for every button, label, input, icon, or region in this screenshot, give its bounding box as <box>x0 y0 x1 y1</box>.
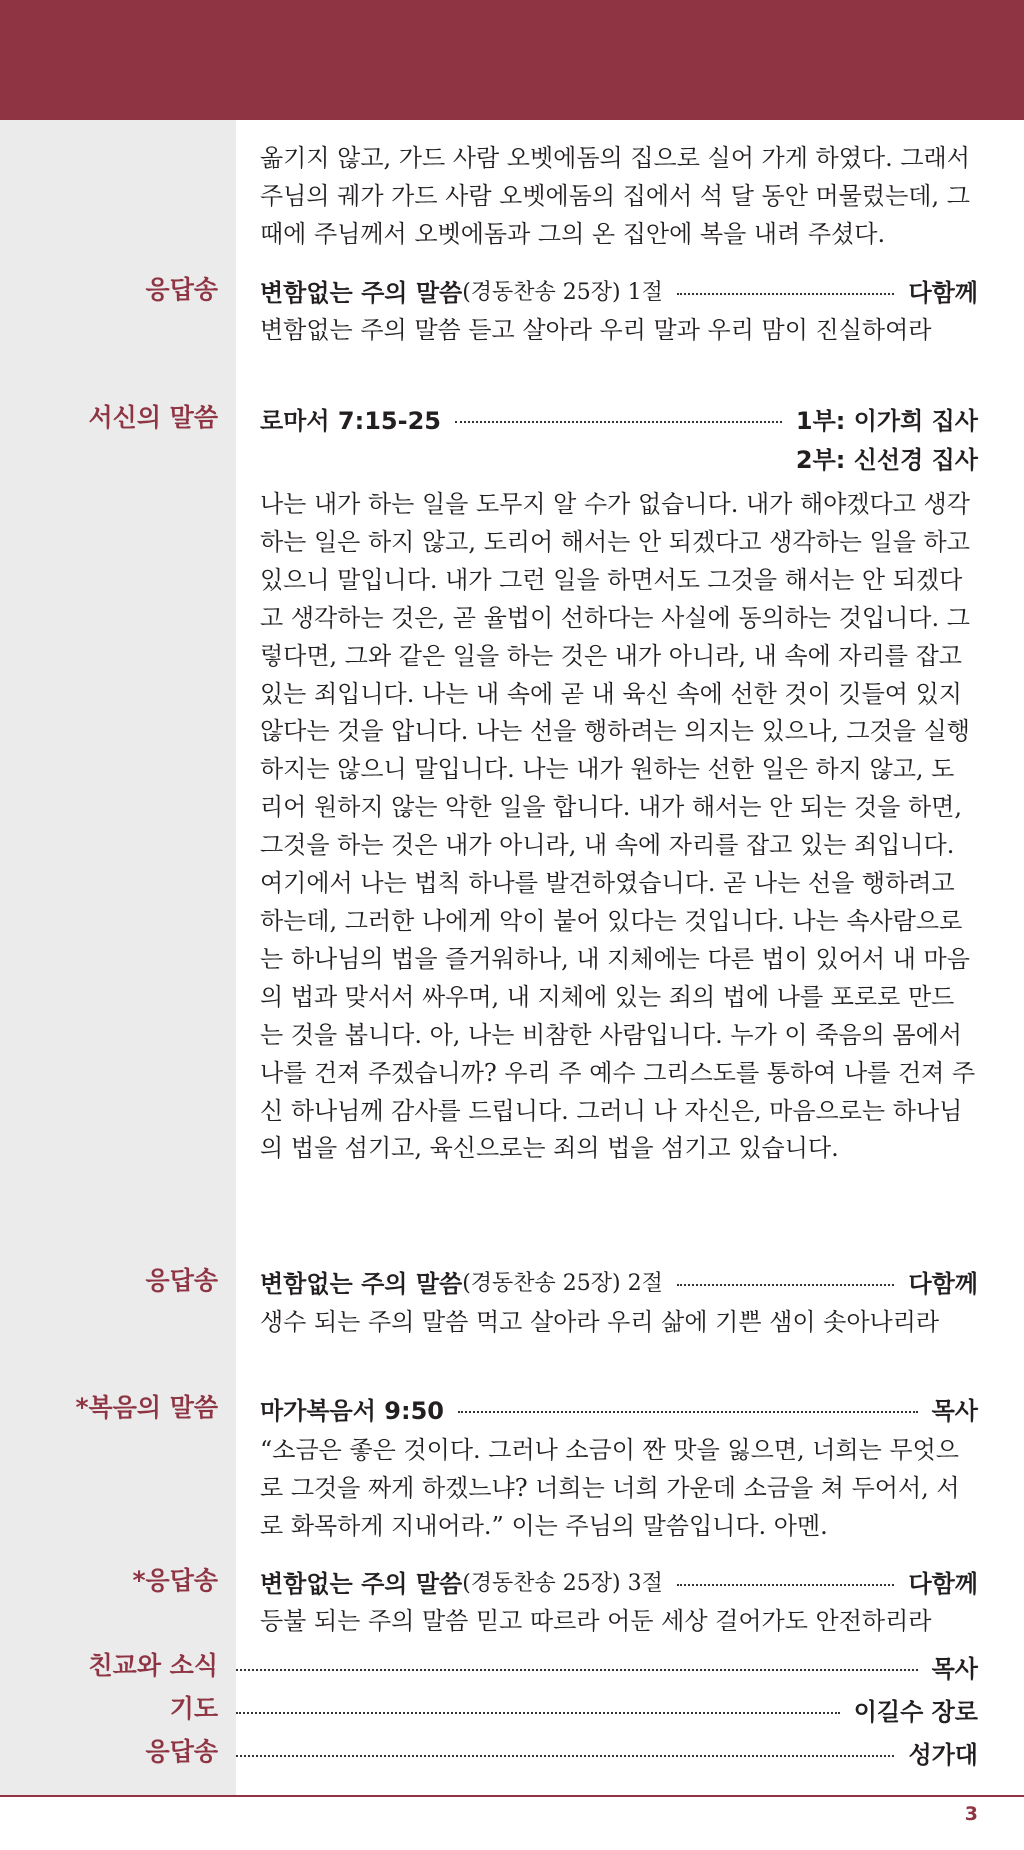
leader-dots <box>455 421 782 423</box>
text-line: 는 것을 봅니다. 아, 나는 비참한 사람입니다. 누가 이 죽음의 몸에서 <box>260 1020 962 1049</box>
leader-dots <box>236 1712 840 1714</box>
text-line: 나를 건져 주겠습니까? 우리 주 예수 그리스도를 통하여 나를 건져 주 <box>260 1058 976 1087</box>
leader-dots <box>677 1584 895 1586</box>
gospel-row <box>260 1390 978 1426</box>
response3-detail: (경동찬송 25장) 3절 <box>462 1570 663 1596</box>
text-line: 로 그것을 짜게 하겠느냐? 너희는 너희 가운데 소금을 쳐 두어서, 서 <box>260 1473 960 1502</box>
gospel-paragraph <box>260 1432 978 1546</box>
text-line: 하는 일은 하지 않고, 도리어 해서는 안 되겠다고 생각하는 일을 하고 <box>260 527 970 556</box>
fellowship-label: 친교와 소식 <box>88 1651 218 1680</box>
response4-row <box>236 1734 978 1770</box>
gospel-title: 마가복음서 9:50 <box>260 1396 444 1425</box>
response3-label: *응답송 <box>132 1566 218 1595</box>
text-line: 하는데, 그러한 나에게 악이 붙어 있다는 것입니다. 나는 속사람으로 <box>260 906 963 935</box>
prayer-label: 기도 <box>169 1694 218 1723</box>
epistle-title: 로마서 7:15-25 <box>260 406 441 435</box>
text-line: 그것을 하는 것은 내가 아니라, 내 속에 자리를 잡고 있는 죄입니다. <box>260 831 955 860</box>
text-line: 하지는 않으니 말입니다. 나는 내가 원하는 선한 일은 하지 않고, 도 <box>260 755 955 784</box>
leader-dots <box>236 1669 918 1671</box>
text-line: 때에 주님께서 오벳에돔과 그의 온 집안에 복을 내려 주셨다. <box>260 219 886 248</box>
prayer-row <box>236 1691 978 1727</box>
text-line: 있는 죄입니다. 나는 내 속에 곧 내 육신 속에 선한 것이 깃들여 있지 <box>260 679 962 708</box>
epistle-row <box>260 400 978 436</box>
response3-row <box>260 1563 978 1599</box>
response1-title: 변함없는 주의 말씀 <box>260 278 463 307</box>
text-line: 여기에서 나는 법칙 하나를 발견하였습니다. 곧 나는 선을 행하려고 <box>260 869 955 898</box>
text-line: 주님의 궤가 가드 사람 오벳에돔의 집에서 석 달 동안 머물렀는데, 그 <box>260 181 970 210</box>
response1-who: 다함께 <box>908 278 978 307</box>
page-number: 3 <box>964 1803 978 1825</box>
text-line: 옮기지 않고, 가드 사람 오벳에돔의 집으로 실어 가게 하였다. 그래서 <box>260 144 970 172</box>
intro-paragraph <box>260 140 978 254</box>
response2-row <box>260 1263 978 1299</box>
text-line: 로 화목하게 지내어라.” 이는 주님의 말씀입니다. 아멘. <box>260 1511 828 1540</box>
text-line: 나는 내가 하는 일을 도무지 알 수가 없습니다. 내가 해야겠다고 생각 <box>260 490 970 518</box>
response3-who: 다함께 <box>908 1569 978 1598</box>
text-line: 있으니 말입니다. 내가 그런 일을 하면서도 그것을 해서는 안 되겠다 <box>260 565 963 594</box>
text-line: 는 하나님의 법을 즐거워하나, 내 지체에는 다른 법이 있어서 내 마음 <box>260 944 970 973</box>
leader-dots <box>677 1284 895 1286</box>
epistle-reader2: 2부: 신선경 집사 <box>795 446 978 474</box>
gospel-who: 목사 <box>931 1396 978 1425</box>
response1-row <box>260 272 978 308</box>
leader-dots <box>236 1755 894 1757</box>
text-line: 신 하나님께 감사를 드립니다. 그러니 나 자신은, 마음으로는 하나님 <box>260 1096 963 1125</box>
leader-dots <box>677 293 895 295</box>
text-line: 의 법과 맞서서 싸우며, 내 지체에 있는 죄의 법에 나를 포로로 만드 <box>260 982 955 1011</box>
epistle-reader1: 1부: 이가희 집사 <box>795 406 978 435</box>
text-line: 않다는 것을 압니다. 나는 선을 행하려는 의지는 있으나, 그것을 실행 <box>260 717 970 746</box>
leader-dots <box>458 1411 918 1413</box>
response2-label: 응답송 <box>145 1266 218 1295</box>
response1-lyric: 변함없는 주의 말씀 듣고 살아라 우리 말과 우리 맘이 진실하여라 <box>260 316 932 344</box>
response2-lyric: 생수 되는 주의 말씀 먹고 살아라 우리 삶에 기쁜 샘이 솟아나리라 <box>260 1308 940 1336</box>
prayer-who: 이길수 장로 <box>853 1697 978 1726</box>
response3-title: 변함없는 주의 말씀 <box>260 1569 463 1598</box>
text-line: “소금은 좋은 것이다. 그러나 소금이 짠 맛을 잃으면, 너희는 무엇으 <box>260 1436 959 1464</box>
text-line: 의 법을 섬기고, 육신으로는 죄의 법을 섬기고 있습니다. <box>260 1134 839 1163</box>
text-line: 렇다면, 그와 같은 일을 하는 것은 내가 아니라, 내 속에 자리를 잡고 <box>260 641 962 670</box>
response4-label: 응답송 <box>145 1737 218 1766</box>
text-line: 고 생각하는 것은, 곧 율법이 선하다는 사실에 동의하는 것입니다. 그 <box>260 603 970 632</box>
fellowship-row <box>236 1648 978 1684</box>
epistle-label: 서신의 말씀 <box>88 403 218 432</box>
response2-detail: (경동찬송 25장) 2절 <box>462 1270 663 1296</box>
gospel-label: *복음의 말씀 <box>75 1393 218 1422</box>
header-band <box>0 0 1024 120</box>
response1-label: 응답송 <box>145 275 218 304</box>
fellowship-who: 목사 <box>931 1654 978 1683</box>
label-sidebar <box>0 120 236 1795</box>
epistle-paragraph <box>260 486 978 1168</box>
response2-who: 다함께 <box>908 1269 978 1298</box>
response4-who: 성가대 <box>908 1740 978 1769</box>
response1-detail: (경동찬송 25장) 1절 <box>462 279 663 305</box>
text-line: 리어 원하지 않는 악한 일을 합니다. 내가 해서는 안 되는 것을 하면, <box>260 793 962 822</box>
response3-lyric: 등불 되는 주의 말씀 믿고 따르라 어둔 세상 걸어가도 안전하리라 <box>260 1607 932 1635</box>
footer-rule <box>0 1795 1024 1797</box>
response2-title: 변함없는 주의 말씀 <box>260 1269 463 1298</box>
